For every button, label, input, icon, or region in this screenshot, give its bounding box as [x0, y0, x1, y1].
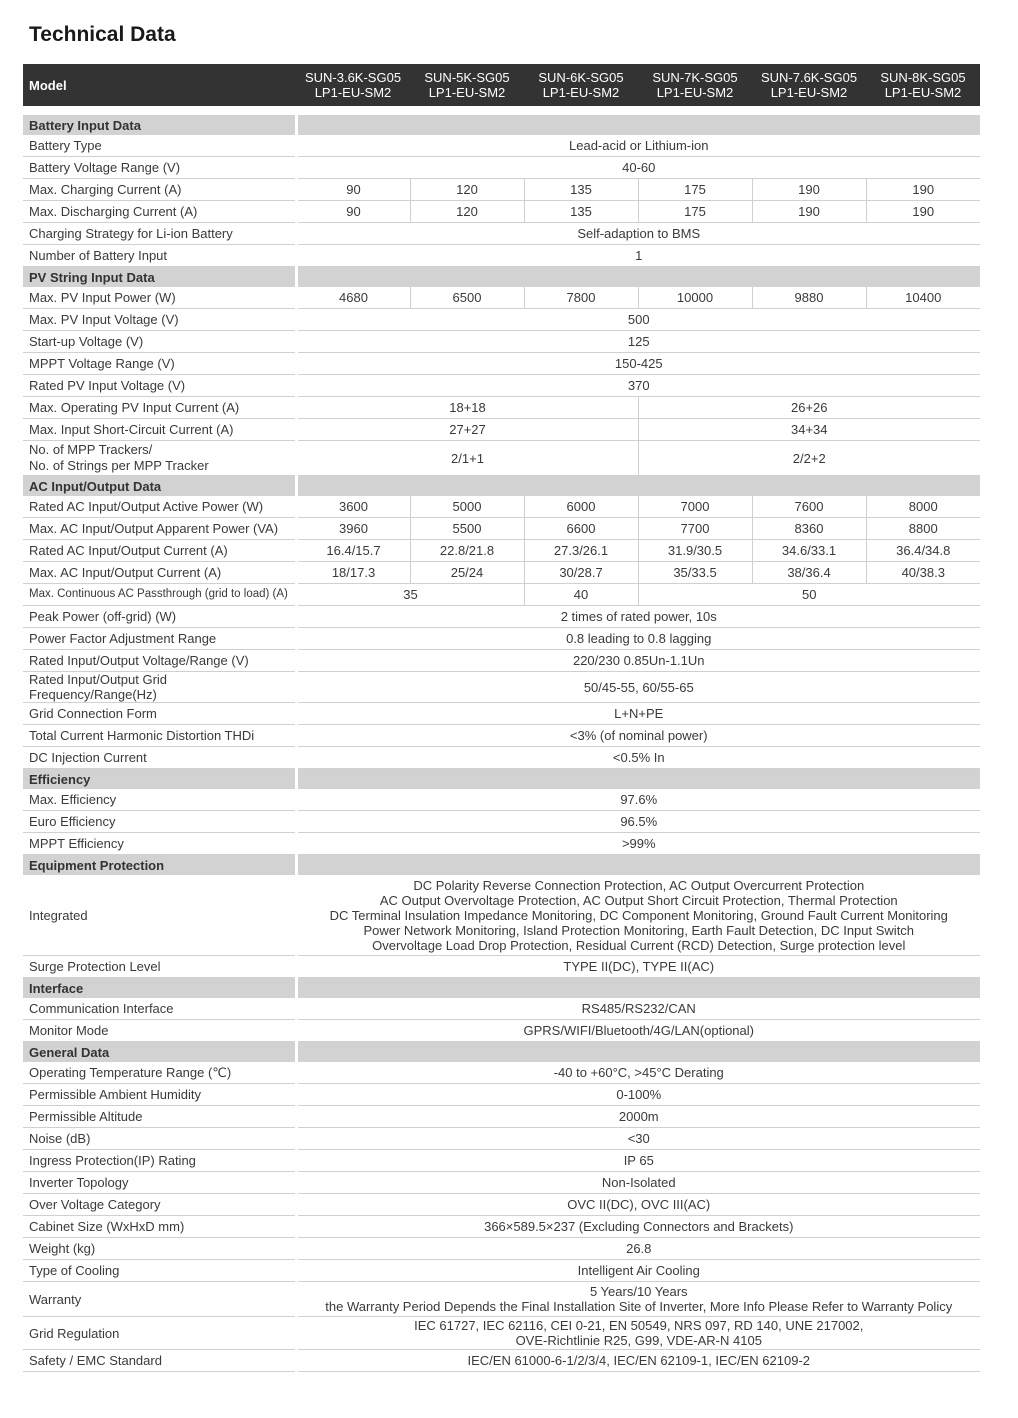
- row-label: MPPT Efficiency: [23, 833, 296, 855]
- row-label: Rated Input/Output Voltage/Range (V): [23, 650, 296, 672]
- row-label: Rated AC Input/Output Current (A): [23, 540, 296, 562]
- row-value: 5000: [410, 496, 524, 518]
- row-label: Over Voltage Category: [23, 1194, 296, 1216]
- row-label: Grid Connection Form: [23, 703, 296, 725]
- row-label: Max. AC Input/Output Current (A): [23, 562, 296, 584]
- row-label: Max. PV Input Power (W): [23, 287, 296, 309]
- row-label: MPPT Voltage Range (V): [23, 353, 296, 375]
- table-row: [23, 628, 980, 650]
- row-value: 22.8/21.8: [410, 540, 524, 562]
- row-label: Max. Input Short-Circuit Current (A): [23, 419, 296, 441]
- row-value: IEC 61727, IEC 62116, CEI 0-21, EN 50549, NRS 097, RD 140, UNE 217002, OVE-Richtlinie R25, G99, VDE-AR-N 4105: [296, 1317, 980, 1350]
- page-title: Technical Data: [29, 23, 176, 46]
- row-value: 40-60: [296, 157, 980, 179]
- row-label: Charging Strategy for Li-ion Battery: [23, 223, 296, 245]
- table-row: [23, 875, 980, 956]
- row-label: Start-up Voltage (V): [23, 331, 296, 353]
- row-label: Monitor Mode: [23, 1020, 296, 1042]
- section-title: General Data: [23, 1042, 296, 1063]
- row-value: 8360: [752, 518, 866, 540]
- table-row: [23, 397, 980, 419]
- table-row: [23, 789, 980, 811]
- row-value: 4680: [296, 287, 410, 309]
- row-value: 31.9/30.5: [638, 540, 752, 562]
- row-value: 2/1+1: [296, 441, 638, 476]
- row-value: 5500: [410, 518, 524, 540]
- table-row: [23, 584, 980, 606]
- row-label: Operating Temperature Range (℃): [23, 1062, 296, 1084]
- row-value: 9880: [752, 287, 866, 309]
- row-value: 10000: [638, 287, 752, 309]
- table-body: [23, 106, 980, 1372]
- table-row: [23, 1128, 980, 1150]
- row-value: TYPE II(DC), TYPE II(AC): [296, 956, 980, 978]
- row-value: 40: [524, 584, 638, 606]
- row-label: Total Current Harmonic Distortion THDi: [23, 725, 296, 747]
- row-value: 35: [296, 584, 524, 606]
- table-row: [23, 1317, 980, 1350]
- table-row: [23, 223, 980, 245]
- row-value: 16.4/15.7: [296, 540, 410, 562]
- row-label: Rated PV Input Voltage (V): [23, 375, 296, 397]
- section-header-row: [23, 855, 980, 876]
- row-value: 220/230 0.85Un-1.1Un: [296, 650, 980, 672]
- row-value: 5 Years/10 Years the Warranty Period Depends the Final Installation Site of Inverter, More Info Please Refer to Warranty Policy: [296, 1282, 980, 1317]
- row-label: Integrated: [23, 875, 296, 956]
- section-title: Equipment Protection: [23, 855, 296, 876]
- section-title: Interface: [23, 978, 296, 999]
- table-row: [23, 245, 980, 267]
- row-value: 370: [296, 375, 980, 397]
- section-title: AC Input/Output Data: [23, 476, 296, 497]
- row-label: Noise (dB): [23, 1128, 296, 1150]
- row-value: RS485/RS232/CAN: [296, 998, 980, 1020]
- row-value: 2/2+2: [638, 441, 980, 476]
- row-value: 40/38.3: [866, 562, 980, 584]
- section-bar: [296, 978, 980, 999]
- table-row: [23, 353, 980, 375]
- row-value: 96.5%: [296, 811, 980, 833]
- row-label: Rated AC Input/Output Active Power (W): [23, 496, 296, 518]
- row-value: 7800: [524, 287, 638, 309]
- table-row: [23, 1106, 980, 1128]
- row-value: 150-425: [296, 353, 980, 375]
- table-row: [23, 1172, 980, 1194]
- table-header: [23, 64, 980, 106]
- row-value: 50/45-55, 60/55-65: [296, 672, 980, 703]
- row-label: Battery Type: [23, 135, 296, 157]
- row-value: 10400: [866, 287, 980, 309]
- row-value: 34.6/33.1: [752, 540, 866, 562]
- model-name: SUN-8K-SG05 LP1-EU-SM2: [866, 64, 980, 106]
- row-value: 190: [752, 179, 866, 201]
- row-value: 190: [866, 179, 980, 201]
- row-label: Cabinet Size (WxHxD mm): [23, 1216, 296, 1238]
- table-row: [23, 833, 980, 855]
- table-row: [23, 747, 980, 769]
- model-header: Model: [23, 64, 296, 106]
- section-bar: [296, 769, 980, 790]
- row-value: 6500: [410, 287, 524, 309]
- row-value: 97.6%: [296, 789, 980, 811]
- row-value: 3960: [296, 518, 410, 540]
- model-name: SUN-7.6K-SG05 LP1-EU-SM2: [752, 64, 866, 106]
- row-label: Power Factor Adjustment Range: [23, 628, 296, 650]
- row-label: Max. PV Input Voltage (V): [23, 309, 296, 331]
- row-value: <3% (of nominal power): [296, 725, 980, 747]
- row-value: 6000: [524, 496, 638, 518]
- table-row: [23, 1020, 980, 1042]
- table-row: [23, 309, 980, 331]
- row-value: 366×589.5×237 (Excluding Connectors and Brackets): [296, 1216, 980, 1238]
- row-value: 3600: [296, 496, 410, 518]
- section-bar: [296, 267, 980, 288]
- row-label: Max. Operating PV Input Current (A): [23, 397, 296, 419]
- row-label: Euro Efficiency: [23, 811, 296, 833]
- section-bar: [296, 115, 980, 135]
- table-row: [23, 672, 980, 703]
- table-row: [23, 441, 980, 476]
- row-value: <0.5% In: [296, 747, 980, 769]
- row-value: 175: [638, 201, 752, 223]
- table-row: [23, 811, 980, 833]
- row-value: 0.8 leading to 0.8 lagging: [296, 628, 980, 650]
- row-value: 7600: [752, 496, 866, 518]
- section-header-row: [23, 476, 980, 497]
- section-header-row: [23, 115, 980, 135]
- row-value: 7700: [638, 518, 752, 540]
- row-value: 6600: [524, 518, 638, 540]
- row-label: Permissible Altitude: [23, 1106, 296, 1128]
- table-row: [23, 956, 980, 978]
- table-row: [23, 1194, 980, 1216]
- section-header-row: [23, 978, 980, 999]
- row-value: IEC/EN 61000-6-1/2/3/4, IEC/EN 62109-1, IEC/EN 62109-2: [296, 1350, 980, 1372]
- row-value: 30/28.7: [524, 562, 638, 584]
- row-value: >99%: [296, 833, 980, 855]
- technical-data-table: [23, 64, 980, 1372]
- table-row: [23, 1216, 980, 1238]
- table-row: [23, 157, 980, 179]
- row-label: Communication Interface: [23, 998, 296, 1020]
- row-label: Battery Voltage Range (V): [23, 157, 296, 179]
- row-value: DC Polarity Reverse Connection Protection, AC Output Overcurrent Protection AC Output Overvoltage Protection, AC Output Short Circuit Protection, Thermal Protection DC Terminal Insulation Impedance Monitoring, DC Component Monitoring, Ground Fault Current Monitoring Power Network Monitoring, Island Protection Monitoring, Earth Fault Detection, DC Input Switch Overvoltage Load Drop Protection, Residual Current (RCD) Detection, Surge protection level: [296, 875, 980, 956]
- table-row: [23, 135, 980, 157]
- row-label: Ingress Protection(IP) Rating: [23, 1150, 296, 1172]
- section-header-row: [23, 769, 980, 790]
- model-name: SUN-3.6K-SG05 LP1-EU-SM2: [296, 64, 410, 106]
- table-row: [23, 1150, 980, 1172]
- section-header-row: [23, 1042, 980, 1063]
- table-row: [23, 725, 980, 747]
- row-value: 7000: [638, 496, 752, 518]
- row-value: 8800: [866, 518, 980, 540]
- row-value: 38/36.4: [752, 562, 866, 584]
- section-title: Efficiency: [23, 769, 296, 790]
- row-label: Max. Charging Current (A): [23, 179, 296, 201]
- row-value: 36.4/34.8: [866, 540, 980, 562]
- row-value: Non-Isolated: [296, 1172, 980, 1194]
- row-value: 500: [296, 309, 980, 331]
- row-value: Lead-acid or Lithium-ion: [296, 135, 980, 157]
- table-row: [23, 703, 980, 725]
- table-row: [23, 179, 980, 201]
- row-value: 1: [296, 245, 980, 267]
- row-value: 120: [410, 179, 524, 201]
- row-value: Self-adaption to BMS: [296, 223, 980, 245]
- row-label: Surge Protection Level: [23, 956, 296, 978]
- table-row: [23, 1084, 980, 1106]
- row-value: 50: [638, 584, 980, 606]
- table-row: [23, 650, 980, 672]
- table-row: [23, 375, 980, 397]
- row-value: GPRS/WIFI/Bluetooth/4G/LAN(optional): [296, 1020, 980, 1042]
- row-value: 135: [524, 179, 638, 201]
- row-value: 175: [638, 179, 752, 201]
- row-value: <30: [296, 1128, 980, 1150]
- table-row: [23, 518, 980, 540]
- section-header-row: [23, 267, 980, 288]
- row-value: OVC II(DC), OVC III(AC): [296, 1194, 980, 1216]
- row-label: Weight (kg): [23, 1238, 296, 1260]
- table-row: [23, 998, 980, 1020]
- row-label: Max. AC Input/Output Apparent Power (VA): [23, 518, 296, 540]
- section-bar: [296, 1042, 980, 1063]
- row-value: 35/33.5: [638, 562, 752, 584]
- row-value: 27.3/26.1: [524, 540, 638, 562]
- row-value: L+N+PE: [296, 703, 980, 725]
- table-row: [23, 1238, 980, 1260]
- row-label: Warranty: [23, 1282, 296, 1317]
- row-label: Max. Efficiency: [23, 789, 296, 811]
- row-value: -40 to +60°C, >45°C Derating: [296, 1062, 980, 1084]
- table-row: [23, 201, 980, 223]
- table-row: [23, 540, 980, 562]
- table-row: [23, 562, 980, 584]
- table-row: [23, 287, 980, 309]
- row-value: 26.8: [296, 1238, 980, 1260]
- row-value: 2 times of rated power, 10s: [296, 606, 980, 628]
- section-bar: [296, 476, 980, 497]
- model-name: SUN-6K-SG05 LP1-EU-SM2: [524, 64, 638, 106]
- table-row: [23, 1260, 980, 1282]
- table-row: [23, 1350, 980, 1372]
- row-label: Grid Regulation: [23, 1317, 296, 1350]
- row-label: DC Injection Current: [23, 747, 296, 769]
- row-value: 190: [866, 201, 980, 223]
- row-label: Peak Power (off-grid) (W): [23, 606, 296, 628]
- row-value: 18/17.3: [296, 562, 410, 584]
- row-label: Safety / EMC Standard: [23, 1350, 296, 1372]
- section-bar: [296, 855, 980, 876]
- section-title: PV String Input Data: [23, 267, 296, 288]
- table-row: [23, 496, 980, 518]
- row-value: 26+26: [638, 397, 980, 419]
- row-label: Type of Cooling: [23, 1260, 296, 1282]
- row-value: 90: [296, 179, 410, 201]
- row-value: Intelligent Air Cooling: [296, 1260, 980, 1282]
- row-label: Max. Continuous AC Passthrough (grid to load) (A): [23, 584, 296, 606]
- table-row: [23, 1062, 980, 1084]
- row-value: 190: [752, 201, 866, 223]
- row-value: 2000m: [296, 1106, 980, 1128]
- row-value: 18+18: [296, 397, 638, 419]
- row-value: 8000: [866, 496, 980, 518]
- row-value: 120: [410, 201, 524, 223]
- table-row: [23, 419, 980, 441]
- row-value: 0-100%: [296, 1084, 980, 1106]
- row-value: 135: [524, 201, 638, 223]
- row-label: No. of MPP Trackers/ No. of Strings per MPP Tracker: [23, 441, 296, 476]
- row-label: Inverter Topology: [23, 1172, 296, 1194]
- section-title: Battery Input Data: [23, 115, 296, 135]
- table-row: [23, 1282, 980, 1317]
- row-label: Number of Battery Input: [23, 245, 296, 267]
- row-label: Max. Discharging Current (A): [23, 201, 296, 223]
- row-value: 34+34: [638, 419, 980, 441]
- row-label: Rated Input/Output Grid Frequency/Range(Hz): [23, 672, 296, 703]
- row-label: Permissible Ambient Humidity: [23, 1084, 296, 1106]
- row-value: 25/24: [410, 562, 524, 584]
- table-row: [23, 331, 980, 353]
- model-name: SUN-7K-SG05 LP1-EU-SM2: [638, 64, 752, 106]
- model-name: SUN-5K-SG05 LP1-EU-SM2: [410, 64, 524, 106]
- row-value: 125: [296, 331, 980, 353]
- row-value: IP 65: [296, 1150, 980, 1172]
- row-value: 27+27: [296, 419, 638, 441]
- row-value: 90: [296, 201, 410, 223]
- table-row: [23, 606, 980, 628]
